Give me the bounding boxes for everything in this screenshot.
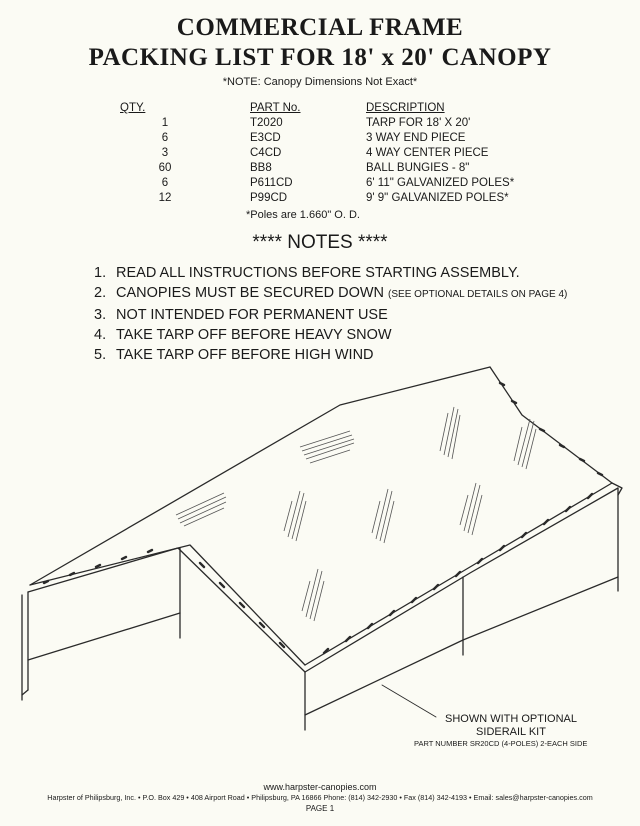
cell-description: TARP FOR 18' X 20' xyxy=(366,117,471,129)
title-line-1: COMMERCIAL FRAME xyxy=(176,14,464,41)
cell-qty: 6 xyxy=(161,132,169,144)
shading-marks xyxy=(176,407,536,621)
canopy-right-eave xyxy=(490,367,612,483)
note-text: READ ALL INSTRUCTIONS BEFORE STARTING ASSEMBLY. xyxy=(116,265,520,281)
siderail-left xyxy=(28,613,180,660)
cell-qty: 6 xyxy=(161,177,169,189)
list-item xyxy=(94,325,567,345)
cell-qty: 12 xyxy=(158,192,172,204)
header-qty: QTY. xyxy=(120,102,146,114)
cell-qty: 1 xyxy=(161,117,169,129)
notes-title: **** NOTES **** xyxy=(252,232,388,253)
cell-part-no: P611CD xyxy=(250,177,293,189)
callout-leader xyxy=(382,685,436,717)
notes-list xyxy=(94,263,567,365)
cell-part-no: P99CD xyxy=(250,192,288,204)
table-row xyxy=(120,176,514,191)
note-number: 4. xyxy=(94,327,107,343)
siderail-right xyxy=(463,577,618,640)
list-item xyxy=(94,263,567,283)
cell-description: 3 WAY END PIECE xyxy=(366,132,466,144)
cell-part-no: T2020 xyxy=(250,117,283,129)
frame-left-rail xyxy=(28,548,305,672)
siderail-part-number: PART NUMBER SR20CD (4-POLES) 2-EACH SIDE xyxy=(414,739,588,748)
note-text: TAKE TARP OFF BEFORE HEAVY SNOW xyxy=(116,327,392,343)
cell-part-no: C4CD xyxy=(250,147,282,159)
poles-footnote: *Poles are 1.660" O. D. xyxy=(246,209,360,221)
siderail-callout xyxy=(436,713,586,739)
title-line-2: PACKING LIST FOR 18' x 20' CANOPY xyxy=(88,44,552,71)
canopy-frame-illustration xyxy=(0,355,640,740)
note-text: NOT INTENDED FOR PERMANENT USE xyxy=(116,307,388,323)
note-detail: (SEE OPTIONAL DETAILS ON PAGE 4) xyxy=(388,289,568,300)
table-row xyxy=(120,146,514,161)
parts-table xyxy=(120,102,514,206)
cell-description: 4 WAY CENTER PIECE xyxy=(366,147,489,159)
note-text: CANOPIES MUST BE SECURED DOWN xyxy=(116,285,389,301)
note-number: 3. xyxy=(94,307,107,323)
table-row xyxy=(120,131,514,146)
dimensions-note: *NOTE: Canopy Dimensions Not Exact* xyxy=(222,76,418,88)
parts-table-header xyxy=(120,102,514,116)
cell-description: 6' 11" GALVANIZED POLES* xyxy=(366,177,515,189)
table-row xyxy=(120,191,514,206)
note-number: 5. xyxy=(94,347,107,363)
page-number: PAGE 1 xyxy=(305,804,335,813)
header-description: DESCRIPTION xyxy=(366,102,445,114)
footer-website: www.harpster-canopies.com xyxy=(263,782,377,792)
note-text: TAKE TARP OFF BEFORE HIGH WIND xyxy=(116,347,374,363)
canopy-ridge-line xyxy=(30,367,490,585)
cell-part-no: BB8 xyxy=(250,162,272,174)
table-row xyxy=(120,161,514,176)
note-number: 2. xyxy=(94,285,107,301)
frame-front-rail xyxy=(305,488,618,672)
bungee-ticks xyxy=(44,383,602,653)
table-row xyxy=(120,116,514,131)
callout-line-1: SHOWN WITH OPTIONAL xyxy=(445,713,577,725)
cell-qty: 60 xyxy=(158,162,172,174)
header-part-no: PART No. xyxy=(250,102,301,114)
footer-address: Harpster of Philipsburg, Inc. • P.O. Box 429 • 408 Airport Road • Philipsburg, PA 16866 Phone: (814) 342-2930 • Fax (814) 342-4193 • Email: sales@harpster-canopies.com xyxy=(47,793,593,802)
list-item xyxy=(94,283,567,305)
cell-part-no: E3CD xyxy=(250,132,281,144)
callout-line-2: SIDERAIL KIT xyxy=(476,726,546,738)
note-number: 1. xyxy=(94,265,107,281)
cell-qty: 3 xyxy=(161,147,169,159)
cell-description: 9' 9" GALVANIZED POLES* xyxy=(366,192,509,204)
siderail-back xyxy=(22,690,28,695)
cell-description: BALL BUNGIES - 8" xyxy=(366,162,470,174)
list-item xyxy=(94,305,567,325)
